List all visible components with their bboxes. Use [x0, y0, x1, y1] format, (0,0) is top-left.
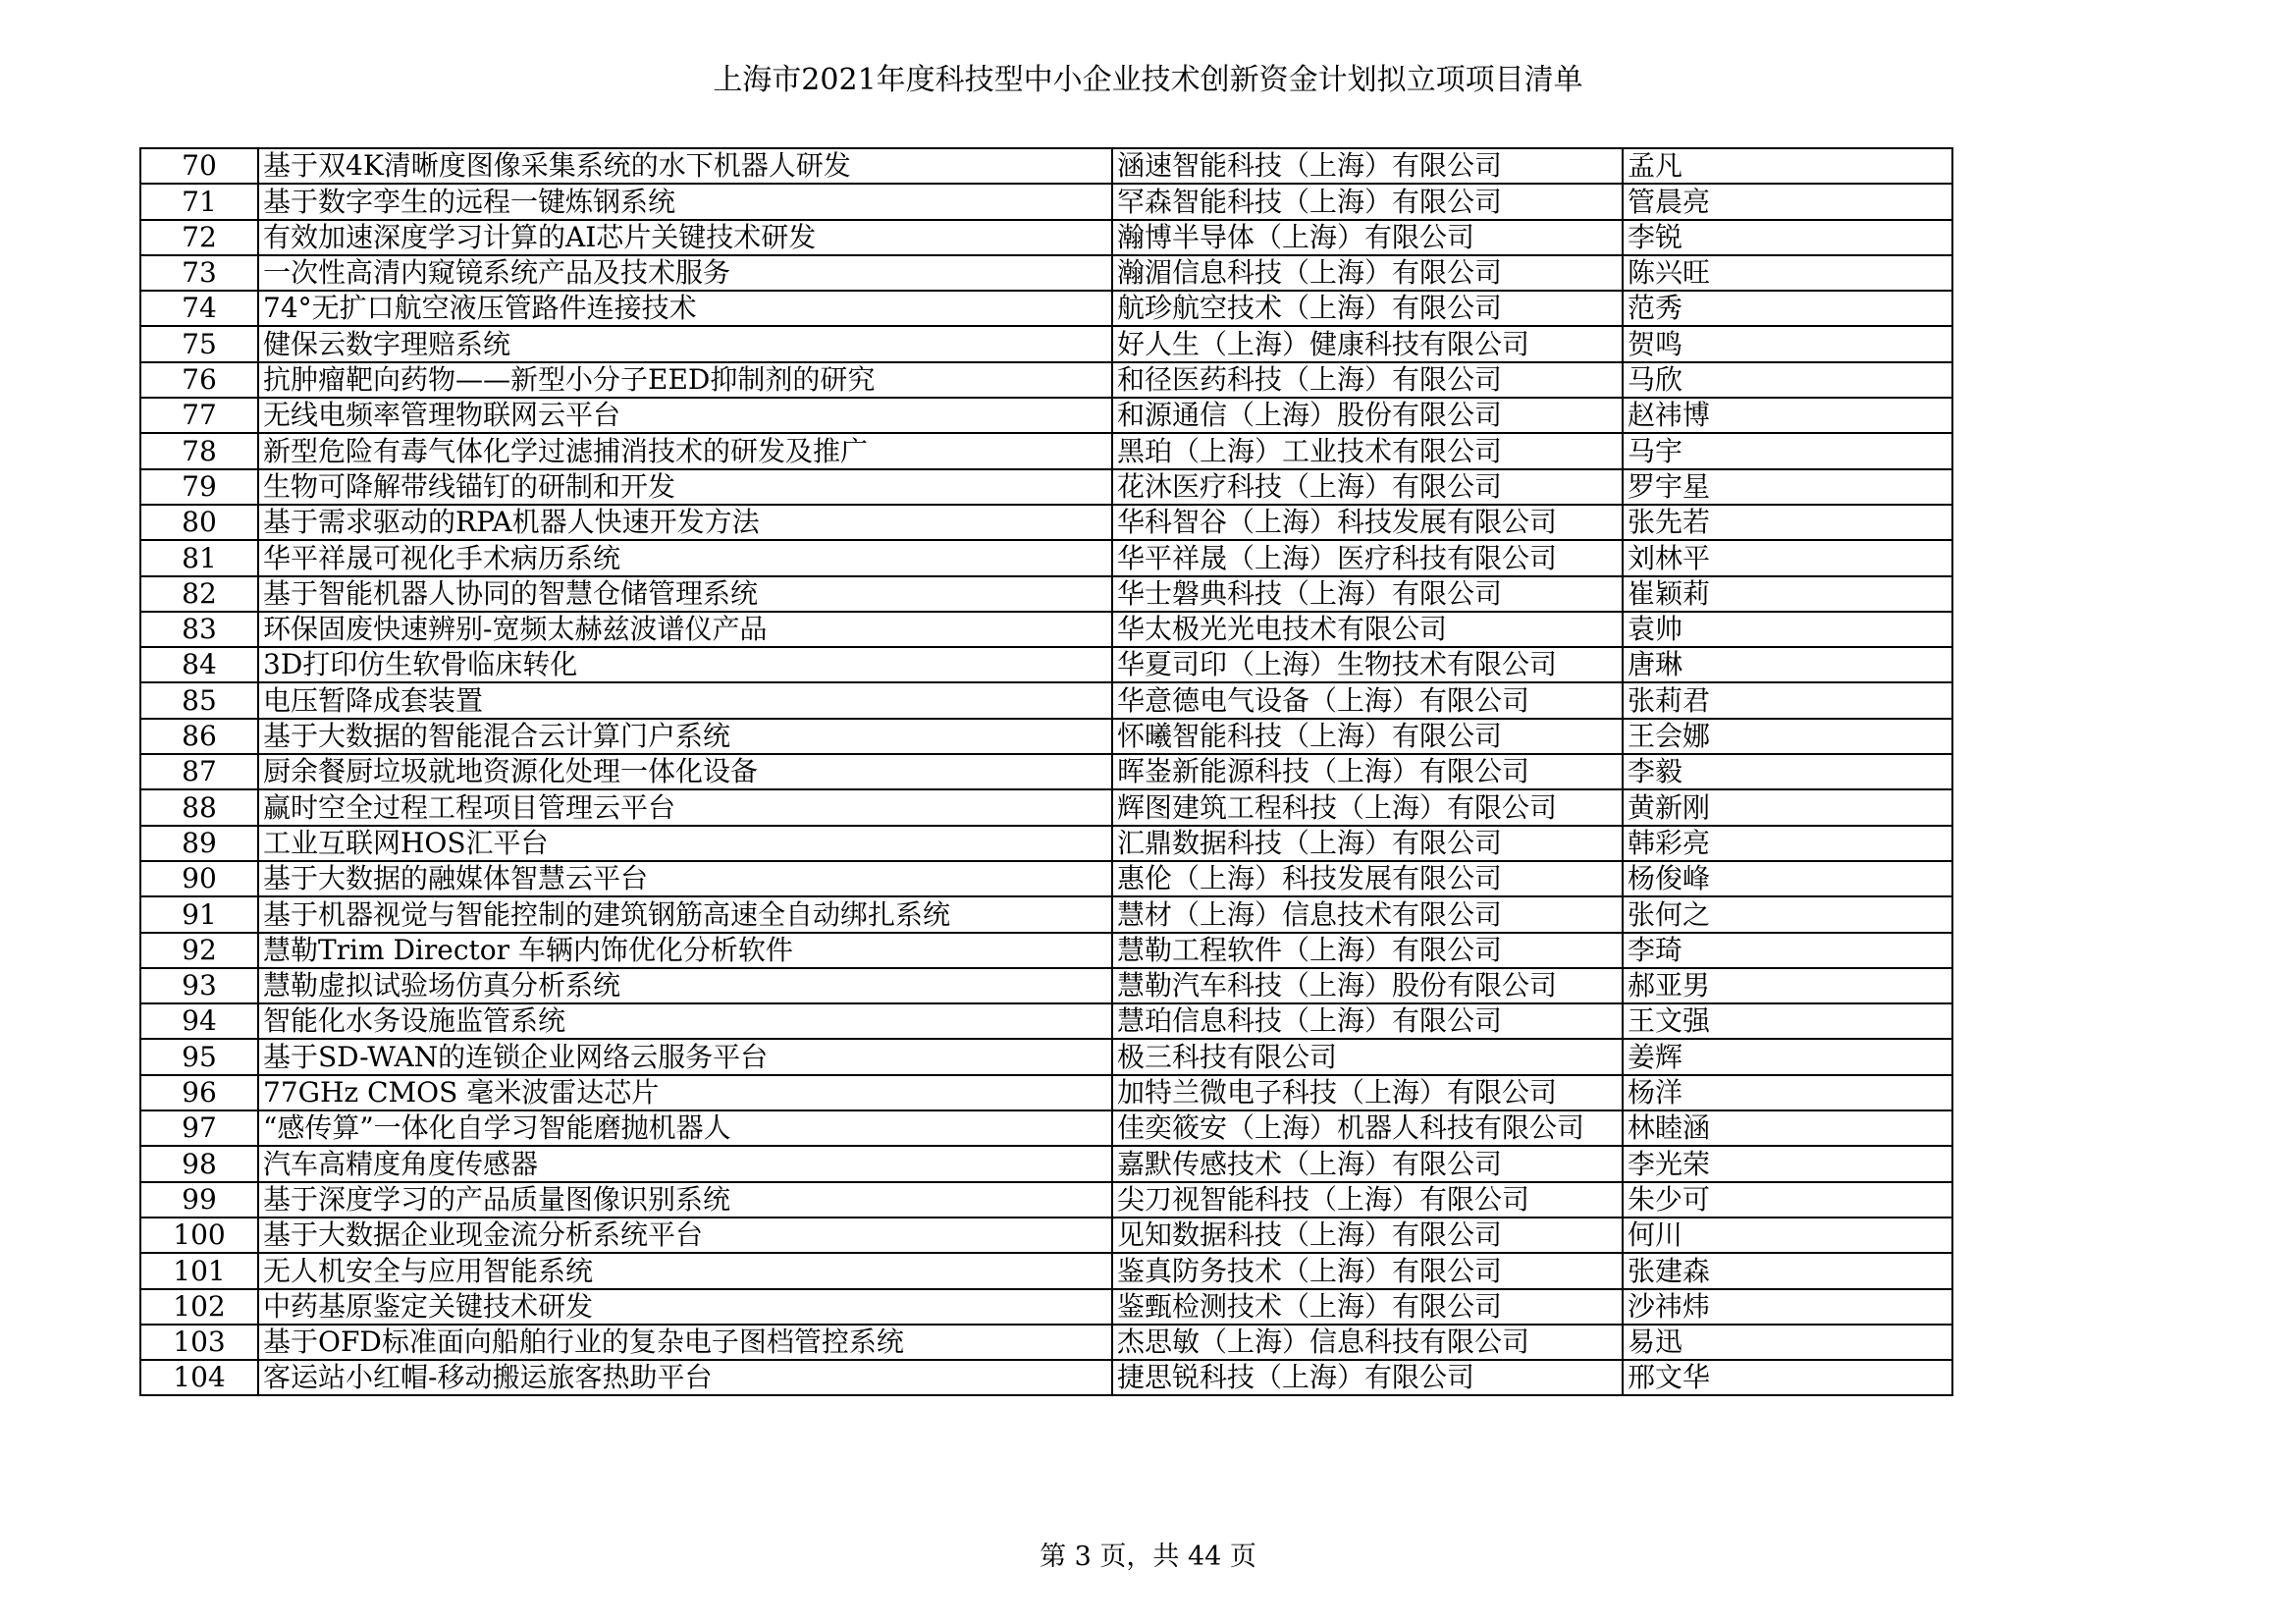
row-number-cell: 86: [140, 719, 258, 754]
contact-person-cell: 刘林平: [1623, 540, 1952, 575]
company-name-cell: 华士磐典科技（上海）有限公司: [1112, 576, 1623, 612]
project-name-cell: 电压暂降成套装置: [258, 682, 1112, 718]
row-number-cell: 83: [140, 612, 258, 647]
contact-person-cell: 朱少可: [1623, 1182, 1952, 1218]
row-number-cell: 95: [140, 1039, 258, 1074]
document-title: 上海市2021年度科技型中小企业技术创新资金计划拟立项项目清单: [713, 63, 1583, 97]
table-row: [140, 291, 1952, 326]
table-row: [140, 255, 1952, 291]
table-row: [140, 1289, 1952, 1325]
company-name-cell: 晖崟新能源科技（上海）有限公司: [1112, 754, 1623, 789]
project-name-cell: 74°无扩口航空液压管路件连接技术: [258, 291, 1112, 326]
contact-person-cell: 黄新刚: [1623, 789, 1952, 825]
row-number-cell: 71: [140, 184, 258, 219]
row-number-cell: 92: [140, 933, 258, 968]
project-name-cell: 生物可降解带线锚钉的研制和开发: [258, 469, 1112, 505]
row-number-cell: 97: [140, 1110, 258, 1146]
company-name-cell: 华夏司印（上海）生物技术有限公司: [1112, 647, 1623, 682]
company-name-cell: 尖刀视智能科技（上海）有限公司: [1112, 1182, 1623, 1218]
project-name-cell: 慧勒虚拟试验场仿真分析系统: [258, 968, 1112, 1003]
contact-person-cell: 罗宇星: [1623, 469, 1952, 505]
table-row: [140, 398, 1952, 433]
page-number: 第 3 页，共 44 页: [1040, 1542, 1256, 1572]
project-name-cell: 无人机安全与应用智能系统: [258, 1253, 1112, 1288]
row-number-cell: 73: [140, 255, 258, 291]
company-name-cell: 加特兰微电子科技（上海）有限公司: [1112, 1075, 1623, 1110]
contact-person-cell: 马宇: [1623, 433, 1952, 468]
company-name-cell: 见知数据科技（上海）有限公司: [1112, 1218, 1623, 1253]
company-name-cell: 罕森智能科技（上海）有限公司: [1112, 184, 1623, 219]
row-number-cell: 70: [140, 148, 258, 184]
row-number-cell: 90: [140, 861, 258, 896]
contact-person-cell: 张莉君: [1623, 682, 1952, 718]
company-name-cell: 和源通信（上海）股份有限公司: [1112, 398, 1623, 433]
row-number-cell: 77: [140, 398, 258, 433]
row-number-cell: 78: [140, 433, 258, 468]
table-row: [140, 1325, 1952, 1360]
table-row: [140, 148, 1952, 184]
company-name-cell: 花沐医疗科技（上海）有限公司: [1112, 469, 1623, 505]
company-name-cell: 瀚湄信息科技（上海）有限公司: [1112, 255, 1623, 291]
project-name-cell: 基于大数据的智能混合云计算门户系统: [258, 719, 1112, 754]
contact-person-cell: 郝亚男: [1623, 968, 1952, 1003]
project-name-cell: 基于SD-WAN的连锁企业网络云服务平台: [258, 1039, 1112, 1074]
table-row: [140, 1110, 1952, 1146]
contact-person-cell: 王会娜: [1623, 719, 1952, 754]
row-number-cell: 100: [140, 1218, 258, 1253]
project-name-cell: 基于数字孪生的远程一键炼钢系统: [258, 184, 1112, 219]
row-number-cell: 81: [140, 540, 258, 575]
table-row: [140, 754, 1952, 789]
table-row: [140, 362, 1952, 398]
contact-person-cell: 赵祎博: [1623, 398, 1952, 433]
row-number-cell: 87: [140, 754, 258, 789]
project-name-cell: 基于机器视觉与智能控制的建筑钢筋高速全自动绑扎系统: [258, 896, 1112, 932]
contact-person-cell: 姜辉: [1623, 1039, 1952, 1074]
row-number-cell: 88: [140, 789, 258, 825]
project-name-cell: 3D打印仿生软骨临床转化: [258, 647, 1112, 682]
project-name-cell: 中药基原鉴定关键技术研发: [258, 1289, 1112, 1325]
row-number-cell: 85: [140, 682, 258, 718]
row-number-cell: 98: [140, 1146, 258, 1181]
company-name-cell: 华意德电气设备（上海）有限公司: [1112, 682, 1623, 718]
company-name-cell: 汇鼎数据科技（上海）有限公司: [1112, 826, 1623, 861]
project-name-cell: “感传算”一体化自学习智能磨抛机器人: [258, 1110, 1112, 1146]
table-row: [140, 612, 1952, 647]
row-number-cell: 72: [140, 220, 258, 255]
row-number-cell: 103: [140, 1325, 258, 1360]
table-row: [140, 968, 1952, 1003]
company-name-cell: 慧珀信息科技（上海）有限公司: [1112, 1003, 1623, 1039]
company-name-cell: 黑珀（上海）工业技术有限公司: [1112, 433, 1623, 468]
contact-person-cell: 林睦涵: [1623, 1110, 1952, 1146]
contact-person-cell: 孟凡: [1623, 148, 1952, 184]
company-name-cell: 鉴真防务技术（上海）有限公司: [1112, 1253, 1623, 1288]
project-table: [139, 147, 1953, 1396]
contact-person-cell: 杨洋: [1623, 1075, 1952, 1110]
contact-person-cell: 邢文华: [1623, 1360, 1952, 1395]
row-number-cell: 93: [140, 968, 258, 1003]
project-name-cell: 基于需求驱动的RPA机器人快速开发方法: [258, 505, 1112, 540]
project-name-cell: 有效加速深度学习计算的AI芯片关键技术研发: [258, 220, 1112, 255]
table-row: [140, 184, 1952, 219]
company-name-cell: 辉图建筑工程科技（上海）有限公司: [1112, 789, 1623, 825]
table-row: [140, 933, 1952, 968]
row-number-cell: 94: [140, 1003, 258, 1039]
contact-person-cell: 陈兴旺: [1623, 255, 1952, 291]
project-name-cell: 汽车高精度角度传感器: [258, 1146, 1112, 1181]
row-number-cell: 101: [140, 1253, 258, 1288]
table-row: [140, 896, 1952, 932]
project-name-cell: 华平祥晟可视化手术病历系统: [258, 540, 1112, 575]
table-row: [140, 1253, 1952, 1288]
row-number-cell: 79: [140, 469, 258, 505]
row-number-cell: 102: [140, 1289, 258, 1325]
contact-person-cell: 杨俊峰: [1623, 861, 1952, 896]
table-row: [140, 682, 1952, 718]
contact-person-cell: 张何之: [1623, 896, 1952, 932]
table-row: [140, 505, 1952, 540]
company-name-cell: 惠伦（上海）科技发展有限公司: [1112, 861, 1623, 896]
table-row: [140, 1039, 1952, 1074]
row-number-cell: 91: [140, 896, 258, 932]
table-row: [140, 1182, 1952, 1218]
table-row: [140, 540, 1952, 575]
company-name-cell: 慧勒汽车科技（上海）股份有限公司: [1112, 968, 1623, 1003]
contact-person-cell: 范秀: [1623, 291, 1952, 326]
project-name-cell: 基于大数据企业现金流分析系统平台: [258, 1218, 1112, 1253]
table-row: [140, 469, 1952, 505]
table-row: [140, 576, 1952, 612]
project-name-cell: 抗肿瘤靶向药物——新型小分子EED抑制剂的研究: [258, 362, 1112, 398]
table-row: [140, 1075, 1952, 1110]
project-name-cell: 77GHz CMOS 毫米波雷达芯片: [258, 1075, 1112, 1110]
company-name-cell: 华平祥晟（上海）医疗科技有限公司: [1112, 540, 1623, 575]
row-number-cell: 96: [140, 1075, 258, 1110]
project-name-cell: 基于智能机器人协同的智慧仓储管理系统: [258, 576, 1112, 612]
company-name-cell: 佳奕筱安（上海）机器人科技有限公司: [1112, 1110, 1623, 1146]
project-name-cell: 新型危险有毒气体化学过滤捕消技术的研发及推广: [258, 433, 1112, 468]
row-number-cell: 89: [140, 826, 258, 861]
contact-person-cell: 马欣: [1623, 362, 1952, 398]
contact-person-cell: 李锐: [1623, 220, 1952, 255]
table-row: [140, 1218, 1952, 1253]
company-name-cell: 嘉默传感技术（上海）有限公司: [1112, 1146, 1623, 1181]
company-name-cell: 怀曦智能科技（上海）有限公司: [1112, 719, 1623, 754]
company-name-cell: 极三科技有限公司: [1112, 1039, 1623, 1074]
table-row: [140, 826, 1952, 861]
contact-person-cell: 袁帅: [1623, 612, 1952, 647]
contact-person-cell: 李光荣: [1623, 1146, 1952, 1181]
table-row: [140, 647, 1952, 682]
row-number-cell: 76: [140, 362, 258, 398]
company-name-cell: 华科智谷（上海）科技发展有限公司: [1112, 505, 1623, 540]
company-name-cell: 和径医药科技（上海）有限公司: [1112, 362, 1623, 398]
table-row: [140, 433, 1952, 468]
row-number-cell: 84: [140, 647, 258, 682]
row-number-cell: 80: [140, 505, 258, 540]
row-number-cell: 82: [140, 576, 258, 612]
row-number-cell: 74: [140, 291, 258, 326]
project-name-cell: 基于深度学习的产品质量图像识别系统: [258, 1182, 1112, 1218]
company-name-cell: 鉴甄检测技术（上海）有限公司: [1112, 1289, 1623, 1325]
company-name-cell: 慧勒工程软件（上海）有限公司: [1112, 933, 1623, 968]
company-name-cell: 捷思锐科技（上海）有限公司: [1112, 1360, 1623, 1395]
table-row: [140, 789, 1952, 825]
table-row: [140, 719, 1952, 754]
table-row: [140, 1146, 1952, 1181]
project-name-cell: 无线电频率管理物联网云平台: [258, 398, 1112, 433]
company-name-cell: 瀚博半导体（上海）有限公司: [1112, 220, 1623, 255]
contact-person-cell: 贺鸣: [1623, 326, 1952, 361]
row-number-cell: 99: [140, 1182, 258, 1218]
company-name-cell: 航珍航空技术（上海）有限公司: [1112, 291, 1623, 326]
project-name-cell: 厨余餐厨垃圾就地资源化处理一体化设备: [258, 754, 1112, 789]
project-name-cell: 一次性高清内窥镜系统产品及技术服务: [258, 255, 1112, 291]
contact-person-cell: 易迅: [1623, 1325, 1952, 1360]
project-table-body: [140, 148, 1952, 1395]
table-row: [140, 326, 1952, 361]
contact-person-cell: 管晨亮: [1623, 184, 1952, 219]
company-name-cell: 杰思敏（上海）信息科技有限公司: [1112, 1325, 1623, 1360]
project-name-cell: 客运站小红帽-移动搬运旅客热助平台: [258, 1360, 1112, 1395]
project-name-cell: 基于双4K清晰度图像采集系统的水下机器人研发: [258, 148, 1112, 184]
row-number-cell: 104: [140, 1360, 258, 1395]
row-number-cell: 75: [140, 326, 258, 361]
project-name-cell: 基于OFD标准面向船舶行业的复杂电子图档管控系统: [258, 1325, 1112, 1360]
contact-person-cell: 李毅: [1623, 754, 1952, 789]
contact-person-cell: 何川: [1623, 1218, 1952, 1253]
company-name-cell: 好人生（上海）健康科技有限公司: [1112, 326, 1623, 361]
contact-person-cell: 崔颖莉: [1623, 576, 1952, 612]
contact-person-cell: 沙祎炜: [1623, 1289, 1952, 1325]
project-name-cell: 赢时空全过程工程项目管理云平台: [258, 789, 1112, 825]
company-name-cell: 涵速智能科技（上海）有限公司: [1112, 148, 1623, 184]
table-row: [140, 1003, 1952, 1039]
contact-person-cell: 李琦: [1623, 933, 1952, 968]
contact-person-cell: 张建森: [1623, 1253, 1952, 1288]
table-row: [140, 220, 1952, 255]
table-row: [140, 861, 1952, 896]
project-name-cell: 工业互联网HOS汇平台: [258, 826, 1112, 861]
contact-person-cell: 韩彩亮: [1623, 826, 1952, 861]
project-name-cell: 慧勒Trim Director 车辆内饰优化分析软件: [258, 933, 1112, 968]
company-name-cell: 慧材（上海）信息技术有限公司: [1112, 896, 1623, 932]
table-row: [140, 1360, 1952, 1395]
contact-person-cell: 唐琳: [1623, 647, 1952, 682]
contact-person-cell: 张先若: [1623, 505, 1952, 540]
project-name-cell: 智能化水务设施监管系统: [258, 1003, 1112, 1039]
project-name-cell: 基于大数据的融媒体智慧云平台: [258, 861, 1112, 896]
project-name-cell: 环保固废快速辨别-宽频太赫兹波谱仪产品: [258, 612, 1112, 647]
project-name-cell: 健保云数字理赔系统: [258, 326, 1112, 361]
company-name-cell: 华太极光光电技术有限公司: [1112, 612, 1623, 647]
contact-person-cell: 王文强: [1623, 1003, 1952, 1039]
